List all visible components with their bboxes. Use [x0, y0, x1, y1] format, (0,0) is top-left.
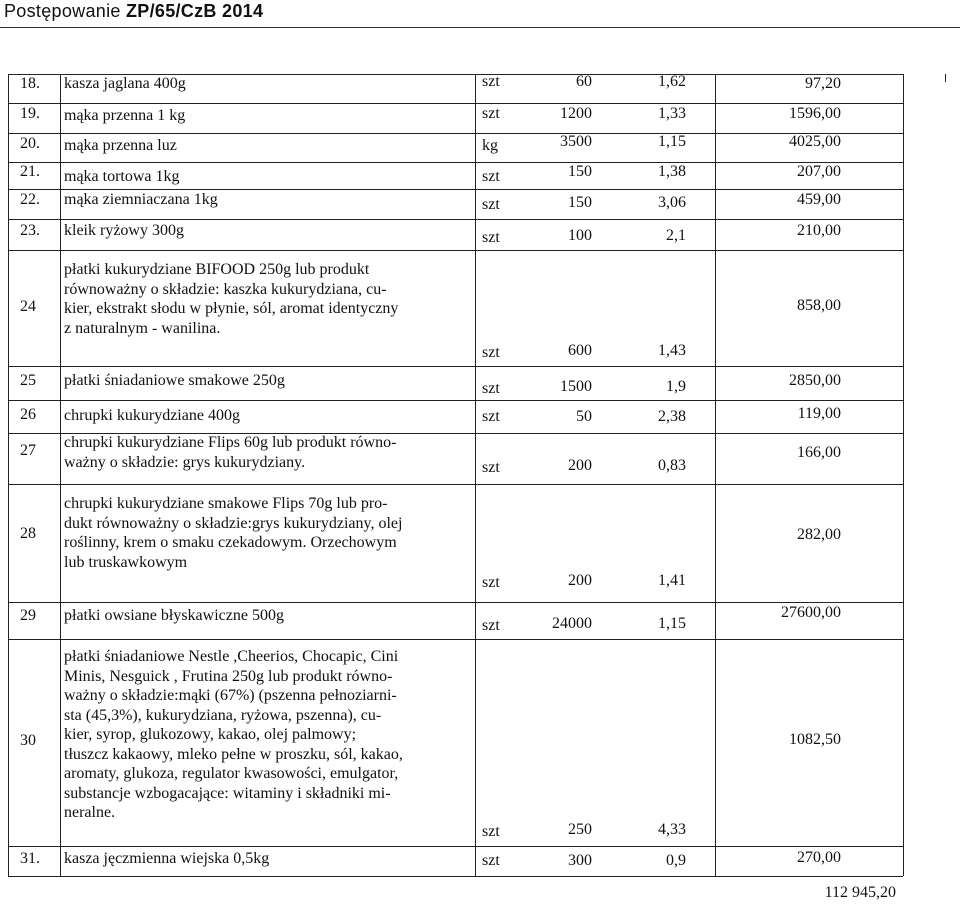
total-cell: 119,00 — [797, 405, 841, 422]
total-cell: 1596,00 — [789, 105, 841, 122]
unit-price-cell: 1,62 — [658, 73, 686, 90]
row-divider — [8, 602, 903, 603]
item-name: Minis, Nesguick , Frutina 250g lub produkt równo- — [64, 667, 393, 685]
unit-cell: szt — [482, 574, 500, 591]
item-name: płatki śniadaniowe smakowe 250g — [64, 372, 285, 389]
item-name: lub truskawkowym — [64, 553, 188, 571]
unit-cell: kg — [482, 137, 498, 154]
row-number: 19. — [20, 105, 40, 122]
row-number: 22. — [20, 191, 40, 208]
total-cell: 282,00 — [797, 526, 841, 543]
total-cell: 1082,50 — [789, 731, 841, 748]
procedure-code: ZP/65/CzB 2014 — [125, 1, 264, 21]
unit-cell: szt — [482, 196, 500, 213]
item-name: mąka przenna luz — [64, 137, 177, 154]
quantity-cell: 100 — [568, 227, 592, 244]
quantity-cell: 150 — [568, 163, 592, 180]
quantity-cell: 1500 — [560, 378, 592, 395]
item-name: kleik ryżowy 300g — [64, 222, 184, 239]
unit-cell: szt — [482, 105, 500, 122]
quantity-cell: 600 — [568, 342, 592, 359]
row-divider — [8, 219, 903, 220]
unit-price-cell: 1,9 — [666, 378, 686, 395]
row-divider — [8, 250, 903, 251]
item-name: mąka ziemniaczana 1kg — [64, 191, 218, 208]
row-divider — [8, 876, 903, 877]
unit-price-cell: 1,41 — [658, 572, 686, 589]
row-divider — [8, 846, 903, 847]
unit-cell: szt — [482, 229, 500, 246]
item-name: chrupki kukurydziane smakowe Flips 70g lub pro- — [64, 495, 388, 512]
unit-price-cell: 0,83 — [658, 457, 686, 474]
item-name: substancje wzbogacające: witaminy i składniki mi- — [64, 784, 391, 802]
item-name: kasza jaglana 400g — [64, 75, 186, 92]
quantity-cell: 200 — [568, 457, 592, 474]
item-name: chrupki kukurydziane 400g — [64, 407, 240, 424]
item-name: kier, syrop, glukozowy, kakao, olej palmowy; — [64, 726, 357, 743]
row-divider — [8, 103, 903, 104]
item-name: z naturalnym - wanilina. — [64, 319, 221, 337]
row-number: 26 — [20, 406, 36, 423]
quantity-cell: 200 — [568, 572, 592, 589]
procedure-prefix: Postępowanie — [4, 1, 126, 21]
column-divider — [60, 74, 61, 876]
row-divider — [8, 189, 903, 190]
item-name: mąka tortowa 1kg — [64, 168, 180, 185]
total-cell: 4025,00 — [789, 133, 841, 150]
row-divider — [8, 484, 903, 485]
unit-price-cell: 1,33 — [658, 105, 686, 122]
quantity-cell: 250 — [568, 821, 592, 838]
unit-price-cell: 1,43 — [658, 342, 686, 359]
quantity-cell: 60 — [576, 73, 592, 90]
item-name: kasza jęczmienna wiejska 0,5kg — [64, 850, 270, 867]
unit-cell: szt — [482, 380, 500, 397]
item-name: płatki kukurydziane BIFOOD 250g lub produkt — [64, 261, 370, 278]
row-number: 29 — [20, 607, 36, 624]
item-name: równoważny o składzie: kaszka kukurydziana, cu- — [64, 280, 387, 298]
unit-cell: szt — [482, 168, 500, 185]
quantity-cell: 300 — [568, 852, 592, 869]
unit-price-cell: 1,38 — [658, 163, 686, 180]
row-divider — [8, 366, 903, 367]
quantity-cell: 150 — [568, 194, 592, 211]
unit-cell: szt — [482, 344, 500, 361]
quantity-cell: 24000 — [552, 615, 592, 632]
unit-cell: szt — [482, 408, 500, 425]
item-name: neralne. — [64, 804, 116, 821]
total-cell: 97,20 — [805, 75, 841, 92]
unit-price-cell: 1,15 — [658, 133, 686, 150]
column-divider — [475, 74, 476, 876]
column-divider — [715, 74, 716, 876]
item-name: chrupki kukurydziane Flips 60g lub produkt równo- — [64, 434, 397, 451]
quantity-cell: 50 — [576, 408, 592, 425]
quantity-cell: 1200 — [560, 105, 592, 122]
total-cell: 858,00 — [797, 297, 841, 314]
row-number: 20. — [20, 135, 40, 152]
row-number: 18. — [20, 75, 40, 92]
unit-cell: szt — [482, 852, 500, 869]
total-cell: 2850,00 — [789, 372, 841, 389]
total-cell: 210,00 — [797, 222, 841, 239]
column-divider — [945, 74, 946, 82]
item-name: płatki śniadaniowe Nestle ,Cheerios, Chocapic, Cini — [64, 648, 399, 665]
unit-price-cell: 2,1 — [666, 227, 686, 244]
item-name: ważny o składzie: grys kukurydziany. — [64, 453, 306, 471]
total-cell: 270,00 — [797, 849, 841, 866]
unit-price-cell: 2,38 — [658, 408, 686, 425]
item-name: roślinny, krem o smaku czekadowym. Orzechowym — [64, 534, 397, 551]
unit-price-cell: 0,9 — [666, 852, 686, 869]
item-name: kier, ekstrakt słodu w płynie, sól, aromat identyczny — [64, 300, 399, 317]
quantity-cell: 3500 — [560, 133, 592, 150]
unit-price-cell: 1,15 — [658, 615, 686, 632]
item-name: mąka przenna 1 kg — [64, 107, 186, 124]
row-number: 30 — [20, 732, 36, 749]
unit-price-cell: 4,33 — [658, 821, 686, 838]
total-cell: 207,00 — [797, 163, 841, 180]
row-divider — [8, 400, 903, 401]
row-number: 31. — [20, 850, 40, 867]
total-cell: 27600,00 — [781, 604, 841, 621]
row-number: 21. — [20, 163, 40, 180]
row-number: 23. — [20, 222, 40, 239]
row-number: 24 — [20, 298, 36, 315]
item-name: tłuszcz kakaowy, mleko pełne w proszku, sól, kakao, — [64, 745, 403, 763]
column-divider — [8, 74, 9, 876]
item-name: dukt równoważny o składzie:grys kukurydziany, olej — [64, 514, 403, 532]
item-name: sta (45,3%), kukurydziana, ryżowa, pszenna), cu- — [64, 706, 382, 724]
row-number: 27 — [20, 442, 36, 459]
grand-total: 112 945,20 — [824, 884, 896, 901]
row-divider — [8, 639, 903, 640]
item-name: aromaty, glukoza, regulator kwasowości, emulgator, — [64, 765, 399, 782]
unit-cell: szt — [482, 823, 500, 840]
total-cell: 166,00 — [797, 444, 841, 461]
item-name: płatki owsiane błyskawiczne 500g — [64, 607, 284, 624]
unit-cell: szt — [482, 73, 500, 90]
unit-cell: szt — [482, 459, 500, 476]
total-cell: 459,00 — [797, 191, 841, 208]
unit-cell: szt — [482, 617, 500, 634]
row-number: 25 — [20, 372, 36, 389]
item-name: ważny o składzie:mąki (67%) (pszenna pełnoziarni- — [64, 687, 397, 704]
column-divider — [903, 74, 904, 876]
unit-price-cell: 3,06 — [658, 194, 686, 211]
row-number: 28 — [20, 525, 36, 542]
